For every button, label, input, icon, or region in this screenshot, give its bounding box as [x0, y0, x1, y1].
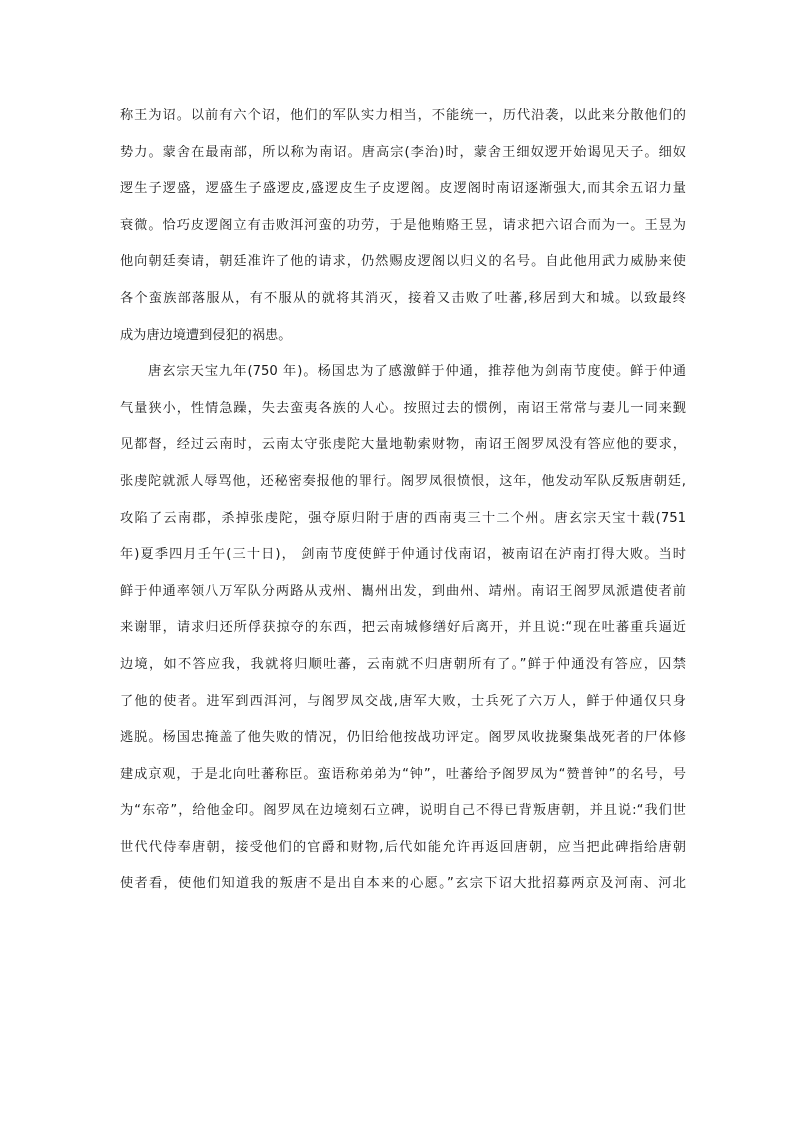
text-line-21: 世代代侍奉唐朝，接受他们的官爵和财物,后代如能允许再返回唐朝，应当把此碑指给唐朝: [120, 839, 686, 855]
text-line-15: 来谢罪，请求归还所俘获掠夺的东西，把云南城修缮好后离开，并且说:“现在吐蕃重兵逼近: [120, 620, 686, 636]
text-line-4: 衰微。恰巧皮逻阁立有击败洱河蛮的功劳，于是他贿赂王昱，请求把六诏合而为一。王昱为: [120, 217, 686, 233]
text-line-16: 边境，如不答应我，我就将归顺吐蕃，云南就不归唐朝所有了。”鲜于仲通没有答应，囚禁: [120, 656, 686, 672]
text-line-2: 势力。蒙舍在最南部，所以称为南诏。唐高宗(李治)时，蒙舍王细奴逻开始谒见天子。细奴: [120, 144, 686, 160]
text-line-3: 逻生子逻盛，逻盛生子盛逻皮,盛逻皮生子皮逻阁。皮逻阁时南诏逐渐强大,而其余五诏力量: [120, 181, 686, 197]
text-line-20: 为“东帝”，给他金印。阁罗凤在边境刻石立碑，说明自己不得已背叛唐朝，并且说:“我们世: [120, 803, 686, 819]
text-line-8: 唐玄宗天宝九年(750 年)。杨国忠为了感激鲜于仲通，推荐他为剑南节度使。鲜于仲通: [148, 364, 686, 380]
text-line-9: 气量狭小，性情急躁，失去蛮夷各族的人心。按照过去的惯例，南诏王常常与妻儿一同来觐: [120, 400, 686, 416]
text-line-1: 称王为诏。以前有六个诏，他们的军队实力相当，不能统一，历代沿袭，以此来分散他们的: [120, 108, 686, 123]
text-line-14: 鲜于仲通率领八万军队分两路从戎州、巂州出发，到曲州、靖州。南诏王阁罗凤派遣使者前: [120, 583, 686, 599]
text-line-17: 了他的使者。进军到西洱河，与阁罗凤交战,唐军大败，士兵死了六万人，鲜于仲通仅只身: [120, 693, 686, 709]
text-line-12: 攻陷了云南郡，杀掉张虔陀，强夺原归附于唐的西南夷三十二个州。唐玄宗天宝十载(751: [120, 510, 686, 526]
text-line-10: 见都督，经过云南时，云南太守张虔陀大量地勒索财物，南诏王阁罗凤没有答应他的要求，: [120, 437, 686, 453]
text-line-7: 成为唐边境遭到侵犯的祸患。: [120, 327, 292, 343]
text-line-11: 张虔陀就派人辱骂他，还秘密奏报他的罪行。阁罗凤很愤恨，这年，他发动军队反叛唐朝廷,: [120, 473, 686, 489]
text-line-6: 各个蛮族部落服从，有不服从的就将其消灭，接着又击败了吐蕃,移居到大和城。以致最终: [120, 290, 686, 306]
text-line-5: 他向朝廷奏请，朝廷准许了他的请求，仍然赐皮逻阁以归义的名号。自此他用武力威胁来使: [120, 254, 686, 270]
text-line-22: 使者看，使他们知道我的叛唐不是出自本来的心愿。”玄宗下诏大批招募两京及河南、河北: [120, 876, 686, 892]
text-line-18: 逃脱。杨国忠掩盖了他失败的情况，仍旧给他按战功评定。阁罗凤收拢聚集战死者的尸体修: [120, 730, 686, 746]
text-line-19: 建成京观，于是北向吐蕃称臣。蛮语称弟弟为“钟”，吐蕃给予阁罗凤为“赞普钟”的名号，号: [120, 766, 686, 782]
body-text: [120, 98, 686, 903]
text-line-13: 年)夏季四月壬午(三十日)， 剑南节度使鲜于仲通讨伐南诏，被南诏在泸南打得大败。当时: [120, 547, 686, 563]
